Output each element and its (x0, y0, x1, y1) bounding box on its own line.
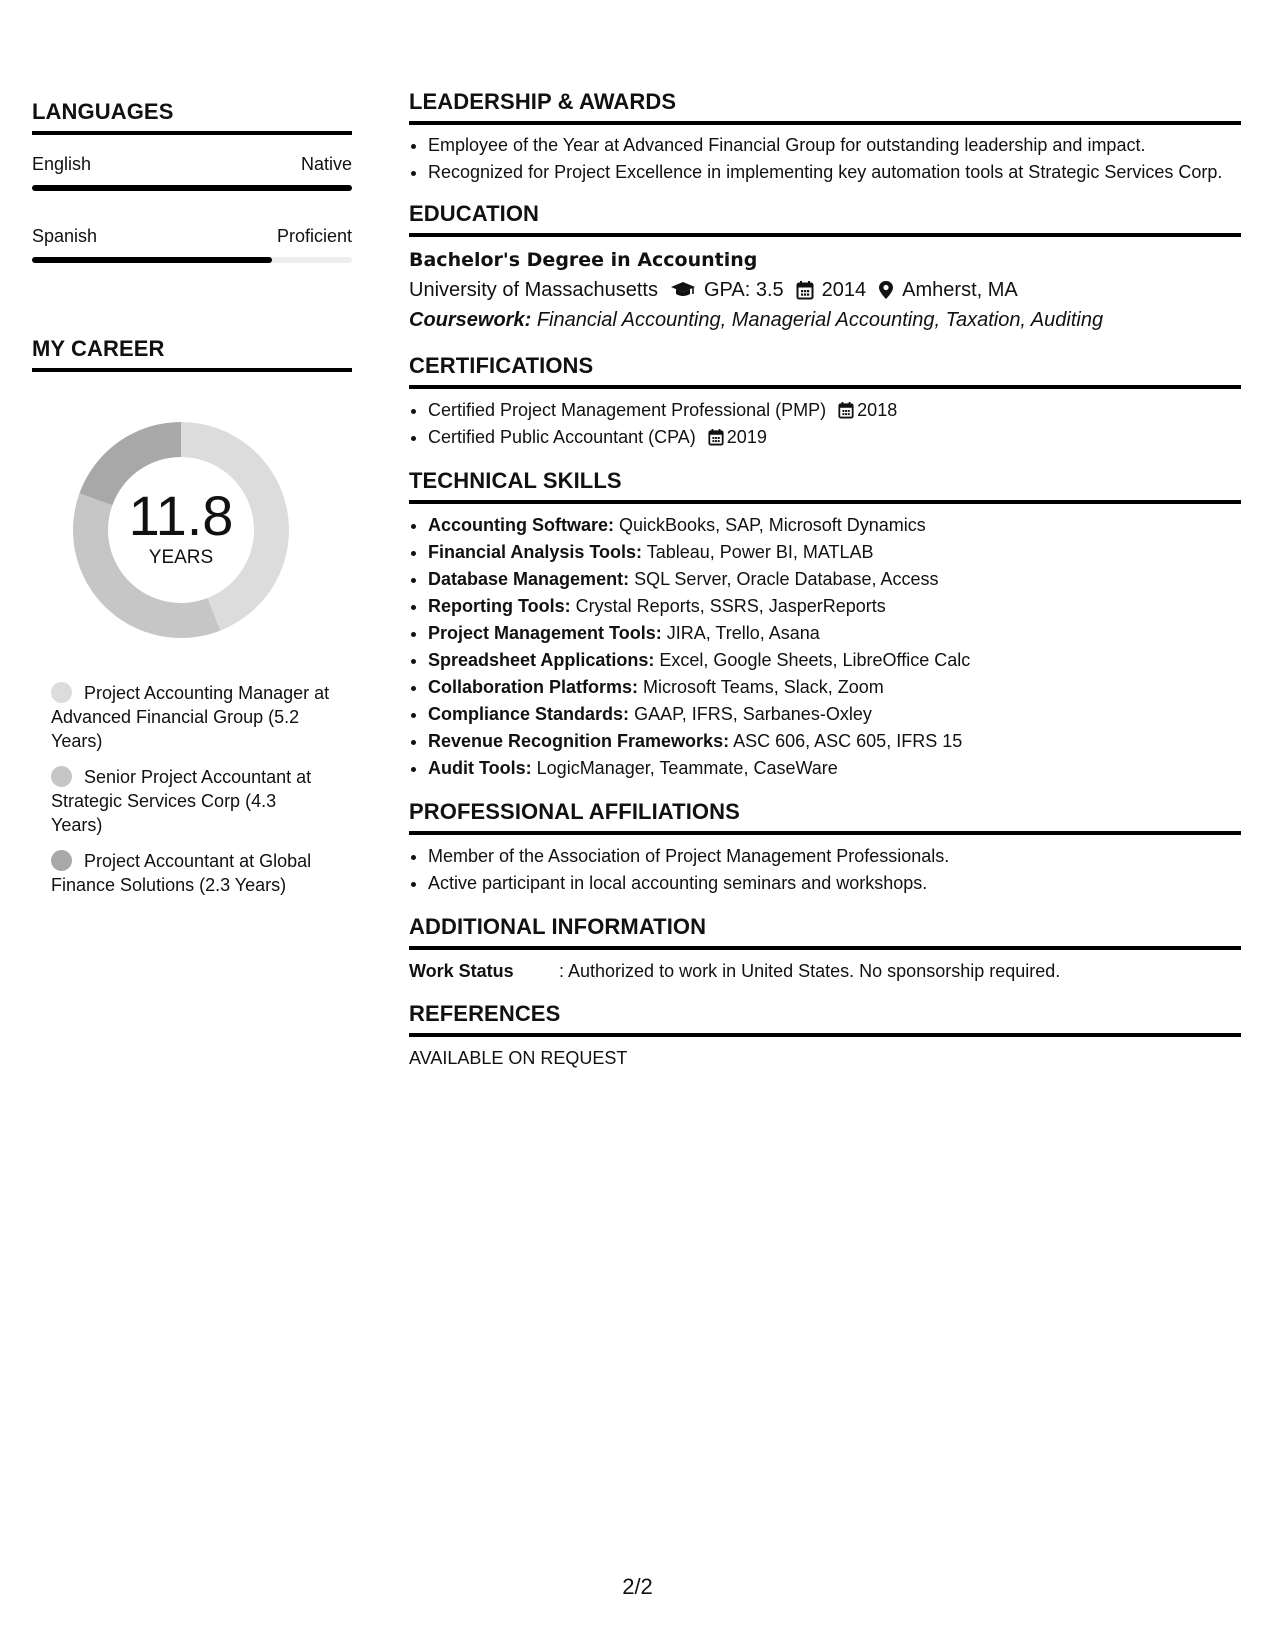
skill-values: JIRA, Trello, Asana (666, 623, 820, 643)
location-pin-icon (878, 280, 894, 300)
skill-values: LogicManager, Teammate, CaseWare (536, 758, 838, 778)
references-text: AVAILABLE ON REQUEST (409, 1048, 628, 1068)
skill-values: Microsoft Teams, Slack, Zoom (643, 677, 884, 697)
language-level: Native (300, 154, 352, 174)
list-item: • Member of the Association of Project Management Professionals. (428, 843, 1241, 870)
certification-item (428, 424, 1241, 451)
school-name: University of Massachusetts (409, 279, 658, 301)
degree-title: Bachelor's Degree in Accounting (409, 249, 758, 271)
certification-name: Certified Project Management Professional (PMP) (428, 400, 827, 420)
skill-category: Accounting Software: (428, 515, 615, 535)
references-section (409, 1000, 1241, 1071)
skill-item (428, 593, 1241, 620)
career-legend-item (51, 849, 331, 897)
certification-name: Certified Public Accountant (CPA) (428, 427, 696, 447)
skill-item (428, 674, 1241, 701)
career-legend-item (51, 765, 331, 837)
skill-category: Revenue Recognition Frameworks: (428, 731, 730, 751)
list-item: • Active participant in local accounting seminars and workshops. (428, 870, 1241, 897)
skill-category: Compliance Standards: (428, 704, 630, 724)
language-english (32, 153, 352, 191)
career-legend-item (51, 681, 331, 753)
skills-title: TECHNICAL SKILLS (409, 467, 1241, 504)
page-number: 2/2 (622, 1574, 653, 1599)
language-bar-fill (32, 257, 272, 263)
languages-title: LANGUAGES (32, 98, 352, 135)
education-title: EDUCATION (409, 200, 1241, 237)
skill-item (428, 539, 1241, 566)
legend-dot (51, 682, 72, 703)
certifications-section (409, 352, 1241, 451)
skill-category: Reporting Tools: (428, 596, 571, 616)
work-status-label: Work Status (409, 961, 514, 981)
affiliations-title: PROFESSIONAL AFFILIATIONS (409, 798, 1241, 835)
skill-item (428, 728, 1241, 755)
skill-category: Collaboration Platforms: (428, 677, 639, 697)
skill-category: Audit Tools: (428, 758, 532, 778)
affiliations-section (409, 798, 1241, 897)
education-section (409, 200, 1241, 336)
list-item: • Recognized for Project Excellence in implementing key automation tools at Strategic Services Corp. (428, 160, 1241, 184)
list-item: • Employee of the Year at Advanced Financial Group for outstanding leadership and impact. (428, 133, 1241, 157)
skill-values: ASC 606, ASC 605, IFRS 15 (733, 731, 963, 751)
graduation-cap-icon (670, 281, 696, 299)
language-name: Spanish (32, 226, 98, 246)
legend-label: Project Accounting Manager at Advanced Financial Group (5.2 Years) (51, 683, 330, 751)
skill-values: Tableau, Power BI, MATLAB (646, 542, 874, 562)
career-total-unit: YEARS (148, 547, 214, 568)
certification-item (428, 397, 1241, 424)
career-title: MY CAREER (32, 335, 352, 372)
skills-list (409, 512, 1241, 782)
legend-label: Project Accountant at Global Finance Solutions (2.3 Years) (51, 851, 312, 895)
education-details (409, 275, 1241, 305)
certifications-title: CERTIFICATIONS (409, 352, 1241, 389)
language-level: Proficient (276, 226, 352, 246)
skill-category: Database Management: (428, 569, 630, 589)
leadership-section (409, 88, 1241, 184)
calendar-icon (838, 401, 854, 419)
skill-item (428, 701, 1241, 728)
certification-year: 2019 (726, 427, 767, 447)
language-name: English (32, 154, 92, 174)
right-column (409, 88, 1241, 1087)
skill-item (428, 647, 1241, 674)
coursework (409, 305, 1241, 336)
skill-values: Excel, Google Sheets, LibreOffice Calc (659, 650, 971, 670)
calendar-icon (796, 280, 814, 300)
skill-item (428, 755, 1241, 782)
skill-values: QuickBooks, SAP, Microsoft Dynamics (619, 515, 926, 535)
legend-label: Senior Project Accountant at Strategic Services Corp (4.3 Years) (51, 767, 312, 835)
language-bar (32, 185, 352, 191)
career-total-years: 11.8 (128, 484, 234, 547)
work-status-value: : Authorized to work in United States. No sponsorship required. (559, 961, 1061, 981)
career-donut-chart (66, 415, 296, 645)
legend-dot (51, 766, 72, 787)
leadership-title: LEADERSHIP & AWARDS (409, 88, 1241, 125)
left-column (32, 98, 352, 909)
additional-info-section (409, 913, 1241, 984)
language-bar (32, 257, 352, 263)
skill-item (428, 512, 1241, 539)
skill-item (428, 620, 1241, 647)
skill-item (428, 566, 1241, 593)
additional-info-title: ADDITIONAL INFORMATION (409, 913, 1241, 950)
calendar-icon (708, 428, 724, 446)
skill-category: Project Management Tools: (428, 623, 662, 643)
skill-values: GAAP, IFRS, Sarbanes-Oxley (634, 704, 872, 724)
legend-dot (51, 850, 72, 871)
career-legend (51, 681, 331, 897)
skill-category: Financial Analysis Tools: (428, 542, 643, 562)
language-spanish (32, 225, 352, 263)
education-location: Amherst, MA (902, 279, 1018, 301)
references-title: REFERENCES (409, 1000, 1241, 1037)
coursework-label: Coursework: (409, 309, 532, 331)
skill-values: SQL Server, Oracle Database, Access (634, 569, 939, 589)
skill-category: Spreadsheet Applications: (428, 650, 655, 670)
skills-section (409, 467, 1241, 782)
graduation-year: 2014 (821, 279, 867, 301)
gpa: GPA: 3.5 (703, 279, 784, 301)
certification-year: 2018 (857, 400, 898, 420)
skill-values: Crystal Reports, SSRS, JasperReports (575, 596, 886, 616)
language-bar-fill (32, 185, 352, 191)
coursework-list: Financial Accounting, Managerial Accounting, Taxation, Auditing (536, 309, 1104, 331)
